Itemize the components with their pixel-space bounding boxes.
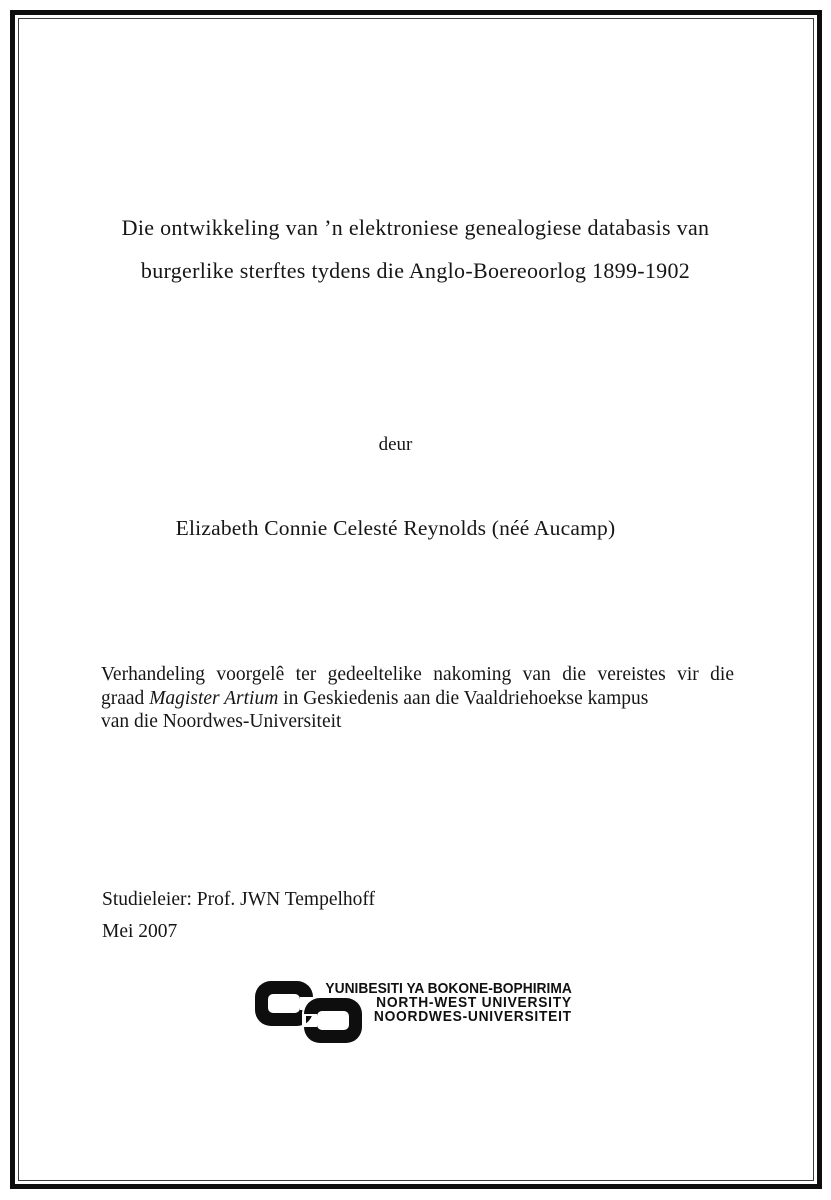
statement-line2-prefix: graad [101, 687, 150, 709]
logo-text-line-3: NOORDWES-UNIVERSITEIT [374, 1007, 572, 1025]
supervisor-block [102, 884, 375, 947]
degree-name-italic: Magister Artium [149, 687, 279, 709]
university-logo-text [326, 982, 572, 1023]
degree-statement [101, 663, 734, 734]
logo-text-line-1: YUNIBESITI YA BOKONE-BOPHIRIMA [325, 980, 572, 997]
supervisor-line: Studieleier: Prof. JWN Tempelhoff [102, 889, 376, 910]
thesis-title [70, 206, 761, 292]
statement-line-3: van die Noordwes-Universiteit [101, 711, 342, 732]
statement-line-2 [101, 687, 734, 711]
author-name: Elizabeth Connie Celesté Reynolds (néé Aucamp) [175, 516, 616, 540]
university-logo [255, 981, 572, 1051]
statement-line-1: Verhandeling voorgelê ter gedeeltelike nakoming van die vereistes vir die [101, 664, 734, 685]
title-line-1: Die ontwikkeling van ’n elektroniese genealogiese databasis van [121, 215, 710, 240]
title-line-2: burgerlike sterftes tydens die Anglo-Boereoorlog 1899-1902 [140, 258, 691, 283]
statement-line2-suffix: in Geskiedenis aan die Vaaldriehoekse kampus [278, 687, 649, 709]
byline-deur: deur [378, 434, 413, 455]
date-line: Mei 2007 [102, 920, 178, 942]
logo-text-line-2: NORTH-WEST UNIVERSITY [376, 993, 572, 1011]
